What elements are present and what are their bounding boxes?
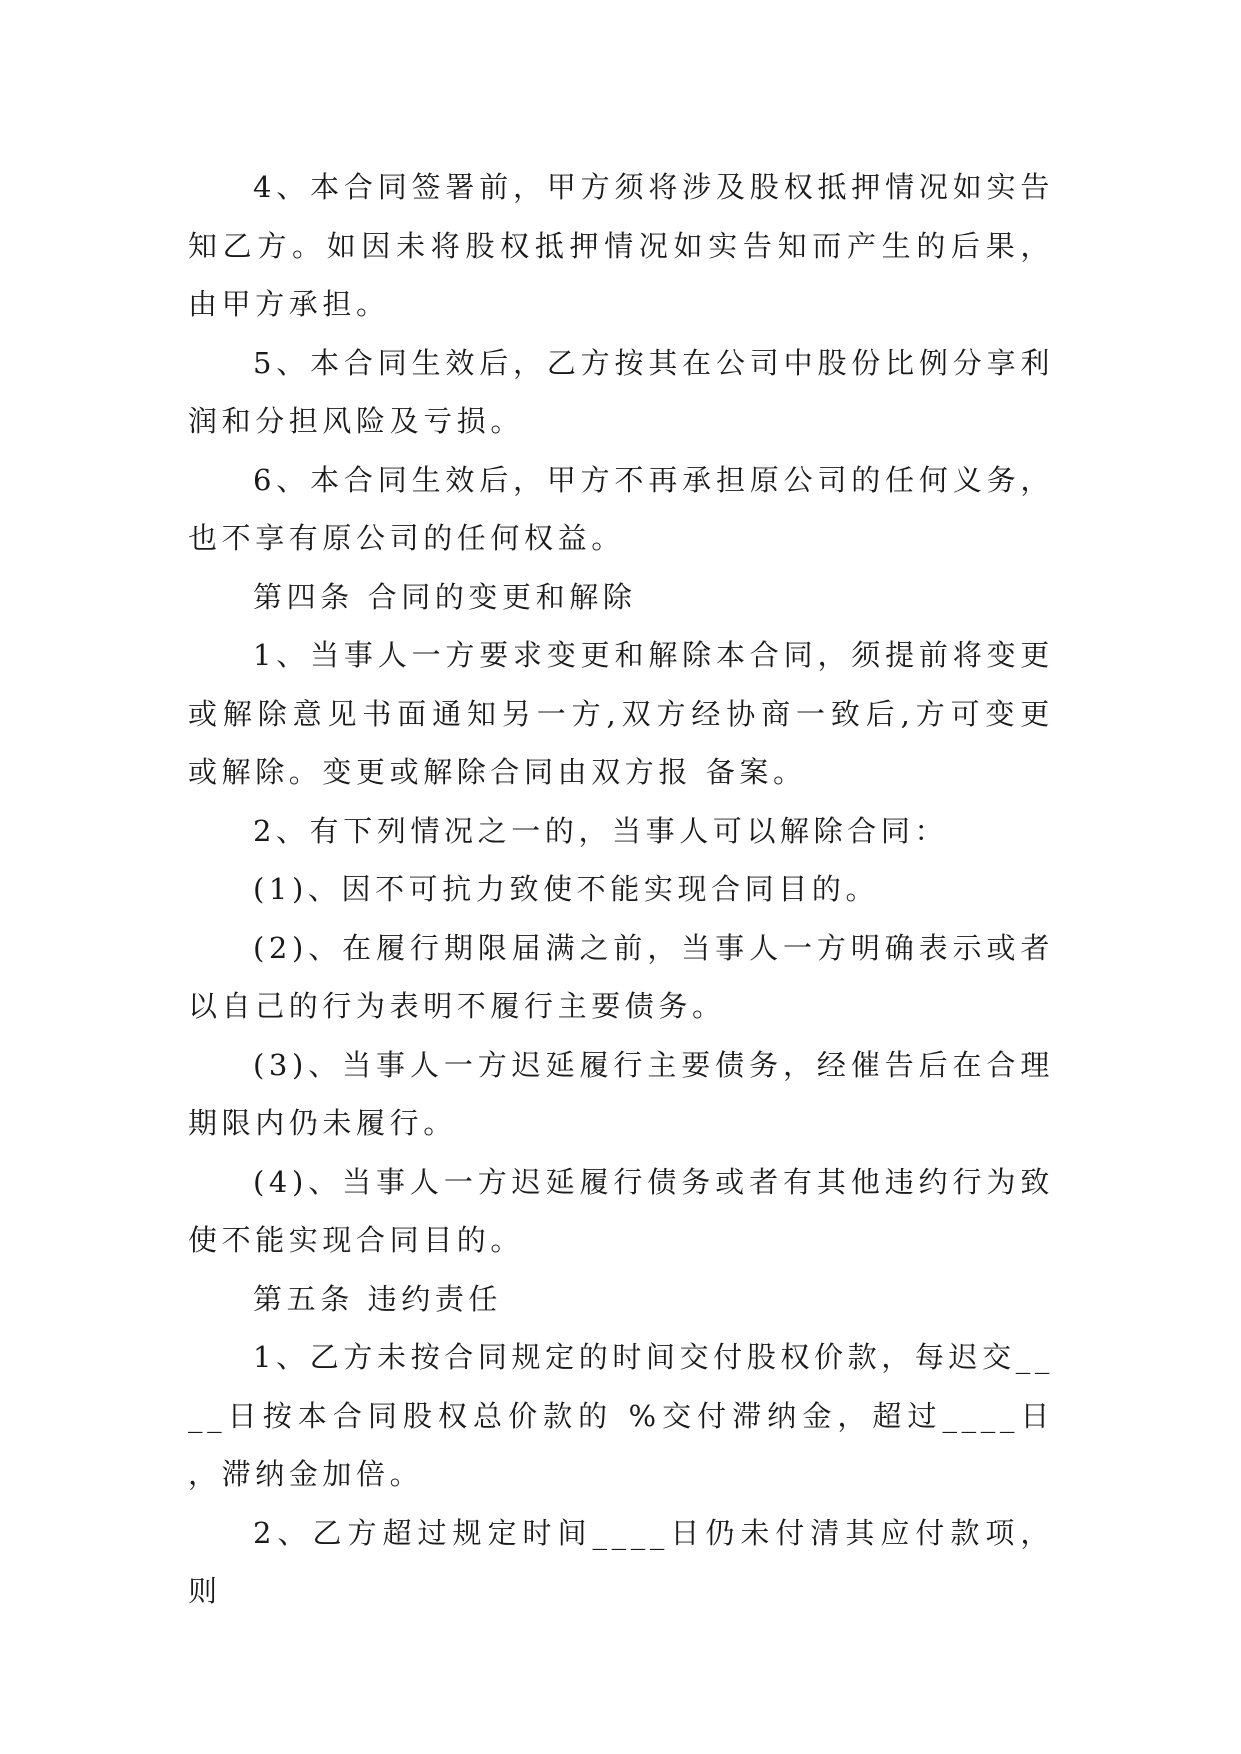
list-item-4-2-1: (1)、因不可抗力致使不能实现合同目的。 [253, 872, 880, 906]
paragraph-clause-4-1: 1、当事人一方要求变更和解除本合同，须提前将变更或解除意见书面通知另一方,双方经协商一致后,方可变更或解除。变更或解除合同由双方报 备案。 [188, 638, 1054, 789]
list-item-4-2-4: (4)、当事人一方迟延履行债务或者有其他违约行为致使不能实现合同目的。 [188, 1164, 1054, 1257]
list-item-4-2-2: (2)、在履行期限届满之前，当事人一方明确表示或者以自己的行为表明不履行主要债务。 [188, 930, 1054, 1023]
paragraph-clause-4-2: 2、有下列情况之一的，当事人可以解除合同： [253, 813, 949, 848]
section-heading-article-4: 第四条 合同的变更和解除 [253, 579, 637, 614]
paragraph-clause-5-2: 2、乙方超过规定时间____日仍未付清其应付款项，则 [188, 1515, 1054, 1608]
paragraph-clause-3-5: 5、本合同生效后，乙方按其在公司中股份比例分享利润和分担风险及亏损。 [188, 345, 1054, 438]
paragraph-clause-3-4: 4、本合同签署前，甲方须将涉及股权抵押情况如实告知乙方。如因未将股权抵押情况如实告知而产生的后果，由甲方承担。 [188, 170, 1054, 321]
paragraph-clause-3-6: 6、本合同生效后，甲方不再承担原公司的任何义务，也不享有原公司的任何权益。 [188, 462, 1054, 555]
document-page [188, 158, 1054, 1621]
paragraph-clause-5-1: 1、乙方未按合同规定的时间交付股权价款，每迟交____日按本合同股权总价款的 %交付滞纳金，超过____日，滞纳金加倍。 [188, 1340, 1054, 1491]
section-heading-article-5: 第五条 违约责任 [253, 1281, 503, 1316]
list-item-4-2-3: (3)、当事人一方迟延履行主要债务，经催告后在合理期限内仍未履行。 [188, 1047, 1054, 1140]
